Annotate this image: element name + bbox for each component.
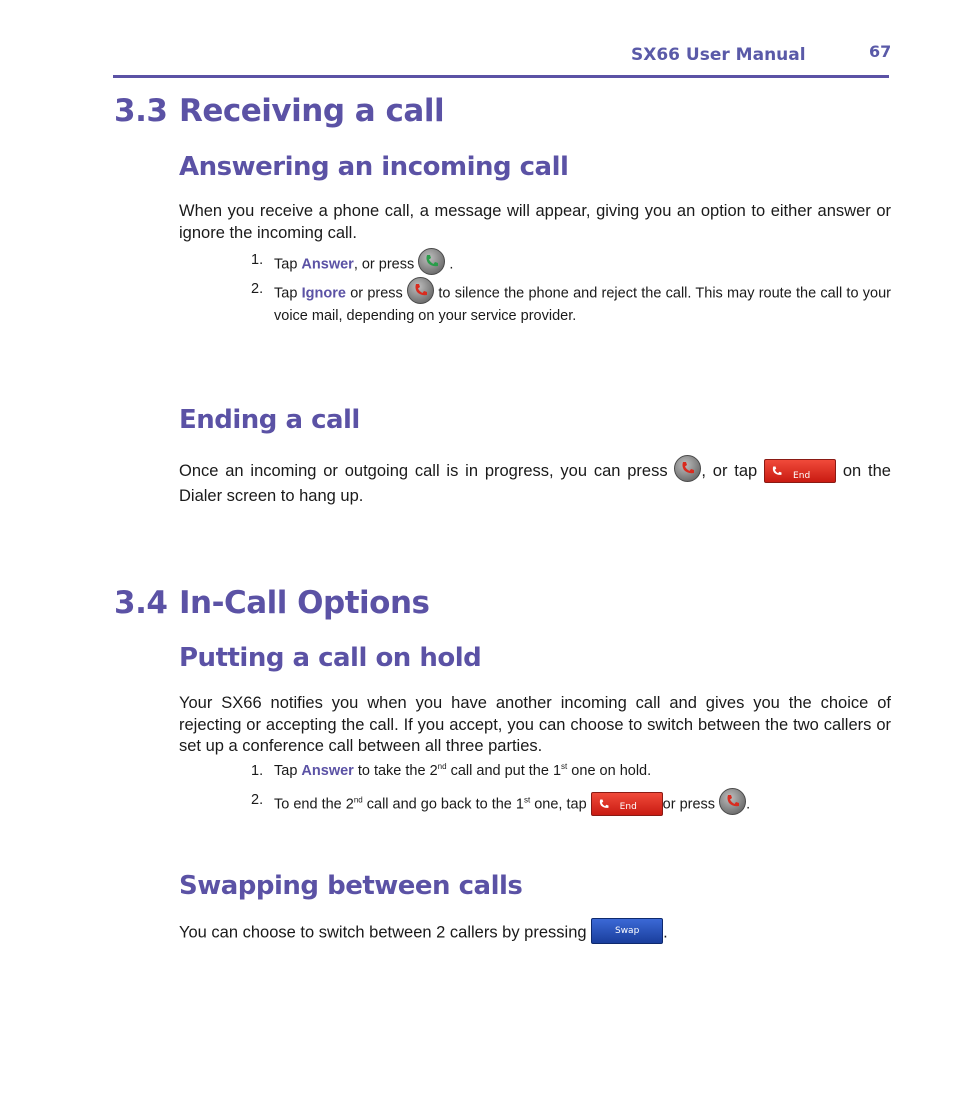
- subheading-swapping: Swapping between calls: [179, 871, 523, 901]
- step-text: Tap: [274, 285, 302, 302]
- end-button[interactable]: [591, 792, 663, 816]
- section-title: Receiving a call: [179, 93, 445, 129]
- swap-button-label: Swap: [614, 926, 640, 936]
- step-text: .: [746, 796, 751, 813]
- step-text: to take the 2: [353, 763, 438, 779]
- step-text: , or press: [353, 256, 415, 273]
- step-text: one, tap: [530, 796, 587, 813]
- swapping-text: You can choose to switch between 2 callers by pressing: [179, 923, 587, 942]
- end-button-label: End: [793, 470, 811, 481]
- step-number: 2.: [251, 792, 264, 808]
- answering-intro: When you receive a phone call, a message will appear, giving you an option to either answer or ignore the incoming call.: [179, 202, 891, 242]
- step-text: To end the 2: [274, 796, 354, 813]
- step-text: Tap: [274, 256, 302, 273]
- step-text: Tap: [274, 763, 302, 779]
- end-button-label: End: [619, 801, 637, 812]
- answering-step-2: [251, 280, 891, 326]
- swap-button[interactable]: [591, 918, 663, 944]
- step-number: 2.: [251, 281, 264, 297]
- superscript: st: [523, 795, 531, 805]
- step-text: to silence the phone and reject the call. This may route the call to your voice mail, depending on your service provider.: [274, 285, 891, 324]
- swapping-paragraph: [179, 920, 891, 946]
- answer-phone-icon[interactable]: [418, 248, 445, 275]
- end-phone-icon[interactable]: [407, 277, 434, 304]
- section-title: In-Call Options: [179, 585, 430, 621]
- step-text: .: [449, 256, 454, 273]
- subheading-hold: Putting a call on hold: [179, 643, 482, 673]
- header-rule: [113, 75, 889, 78]
- hold-intro: Your SX66 notifies you when you have another incoming call and gives you the choice of rejecting or accepting the call. If you accept, you can choose to switch between the two callers or set up a conference call between all three parties.: [179, 694, 891, 755]
- step-number: 1.: [251, 252, 264, 268]
- ending-paragraph: [179, 458, 891, 507]
- subheading-answering: Answering an incoming call: [179, 152, 569, 182]
- end-phone-icon[interactable]: [719, 788, 746, 815]
- step-text: or press: [345, 285, 403, 302]
- section-heading-3-3: [114, 93, 444, 129]
- hold-step-1: [251, 762, 891, 781]
- section-number: 3.3: [114, 93, 168, 129]
- subheading-ending: Ending a call: [179, 405, 360, 435]
- answer-keyword: Answer: [301, 256, 354, 273]
- step-number: 1.: [251, 763, 264, 779]
- end-phone-icon[interactable]: [674, 455, 701, 482]
- step-text: call and put the 1: [446, 763, 562, 779]
- swapping-text: .: [663, 923, 668, 942]
- page-number: 67: [869, 42, 892, 61]
- ignore-keyword: Ignore: [301, 285, 346, 302]
- step-text: or press: [662, 796, 716, 813]
- ending-text: on the Dialer screen to hang up.: [179, 461, 891, 505]
- section-heading-3-4: [114, 585, 430, 621]
- end-button[interactable]: [764, 459, 836, 483]
- hold-step-2: [251, 791, 891, 818]
- section-number: 3.4: [114, 585, 168, 621]
- ending-text: Once an incoming or outgoing call is in progress, you can press: [179, 461, 668, 480]
- answer-keyword: Answer: [301, 763, 354, 779]
- step-text: one on hold.: [567, 763, 652, 779]
- answering-step-1: [251, 251, 891, 278]
- superscript: st: [561, 762, 568, 772]
- step-text: call and go back to the 1: [362, 796, 524, 813]
- ending-text: , or tap: [701, 461, 758, 480]
- superscript: nd: [437, 762, 447, 772]
- superscript: nd: [353, 795, 363, 805]
- manual-title: SX66 User Manual: [631, 45, 806, 65]
